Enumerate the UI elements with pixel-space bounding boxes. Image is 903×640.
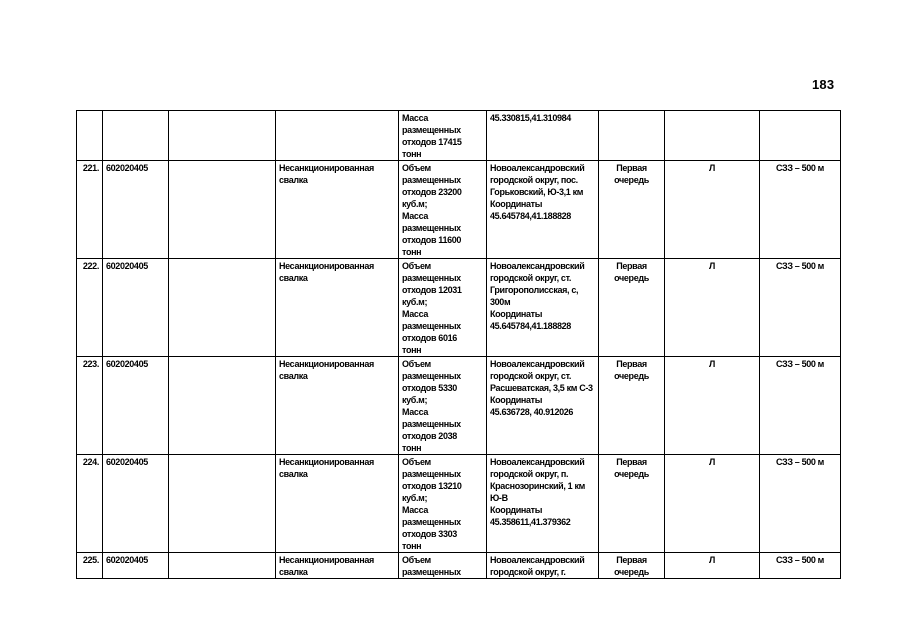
cell-location: Новоалександровский городской округ, г. — [487, 553, 599, 579]
waste-sites-table — [76, 110, 841, 579]
page-number: 183 — [812, 77, 835, 92]
cell-volume: Объем размещенных отходов 23200 куб.м; Масса размещенных отходов 11600 тонн — [399, 161, 487, 259]
cell-queue — [599, 111, 665, 161]
cell-sanitary-zone: СЗЗ – 500 м — [760, 259, 841, 357]
cell-site-type: Несанкционированная свалка — [276, 259, 399, 357]
cell-volume: Объем размещенных отходов 12031 куб.м; Масса размещенных отходов 6016 тонн — [399, 259, 487, 357]
cell-class: Л — [665, 259, 760, 357]
cell-blank — [169, 161, 276, 259]
cell-code: 602020405 — [103, 161, 169, 259]
cell-sanitary-zone: СЗЗ – 500 м — [760, 161, 841, 259]
cell-location: 45.330815,41.310984 — [487, 111, 599, 161]
cell-blank — [169, 553, 276, 579]
cell-site-type: Несанкционированная свалка — [276, 553, 399, 579]
cell-code: 602020405 — [103, 455, 169, 553]
cell-number: 223. — [77, 357, 103, 455]
cell-queue: Первая очередь — [599, 455, 665, 553]
table-row-continuation — [77, 111, 841, 161]
cell-location: Новоалександровский городской округ, пос. Горьковский, Ю-3,1 км Координаты 45.645784,41.188828 — [487, 161, 599, 259]
cell-blank — [169, 357, 276, 455]
cell-volume: Масса размещенных отходов 17415 тонн — [399, 111, 487, 161]
cell-class: Л — [665, 455, 760, 553]
cell-location: Новоалександровский городской округ, ст. Расшеватская, 3,5 км С-3 Координаты 45.636728, 40.912026 — [487, 357, 599, 455]
table-row — [77, 357, 841, 455]
cell-number: 224. — [77, 455, 103, 553]
cell-volume: Объем размещенных отходов 13210 куб.м; Масса размещенных отходов 3303 тонн — [399, 455, 487, 553]
cell-class — [665, 111, 760, 161]
cell-code: 602020405 — [103, 357, 169, 455]
cell-queue: Первая очередь — [599, 357, 665, 455]
cell-sanitary-zone — [760, 111, 841, 161]
cell-class: Л — [665, 553, 760, 579]
cell-volume: Объем размещенных отходов 5330 куб.м; Масса размещенных отходов 2038 тонн — [399, 357, 487, 455]
table-row — [77, 259, 841, 357]
cell-sanitary-zone: СЗЗ – 500 м — [760, 553, 841, 579]
table-row — [77, 553, 841, 579]
table-row — [77, 455, 841, 553]
cell-number: 222. — [77, 259, 103, 357]
cell-volume: Объем размещенных — [399, 553, 487, 579]
cell-site-type — [276, 111, 399, 161]
cell-location: Новоалександровский городской округ, ст. Григорополисская, с, 300м Координаты 45.645784,41.188828 — [487, 259, 599, 357]
cell-class: Л — [665, 357, 760, 455]
cell-sanitary-zone: СЗЗ – 500 м — [760, 357, 841, 455]
table-row — [77, 161, 841, 259]
cell-queue: Первая очередь — [599, 161, 665, 259]
cell-number: 221. — [77, 161, 103, 259]
cell-code: 602020405 — [103, 259, 169, 357]
cell-blank — [169, 259, 276, 357]
cell-sanitary-zone: СЗЗ – 500 м — [760, 455, 841, 553]
cell-site-type: Несанкционированная свалка — [276, 455, 399, 553]
cell-number — [77, 111, 103, 161]
cell-location: Новоалександровский городской округ, п. Краснозоринский, 1 км Ю-В Координаты 45.358611,41.379362 — [487, 455, 599, 553]
cell-number: 225. — [77, 553, 103, 579]
cell-blank — [169, 111, 276, 161]
cell-site-type: Несанкционированная свалка — [276, 357, 399, 455]
cell-site-type: Несанкционированная свалка — [276, 161, 399, 259]
cell-queue: Первая очередь — [599, 259, 665, 357]
cell-code — [103, 111, 169, 161]
cell-queue: Первая очередь — [599, 553, 665, 579]
cell-class: Л — [665, 161, 760, 259]
cell-blank — [169, 455, 276, 553]
cell-code: 602020405 — [103, 553, 169, 579]
